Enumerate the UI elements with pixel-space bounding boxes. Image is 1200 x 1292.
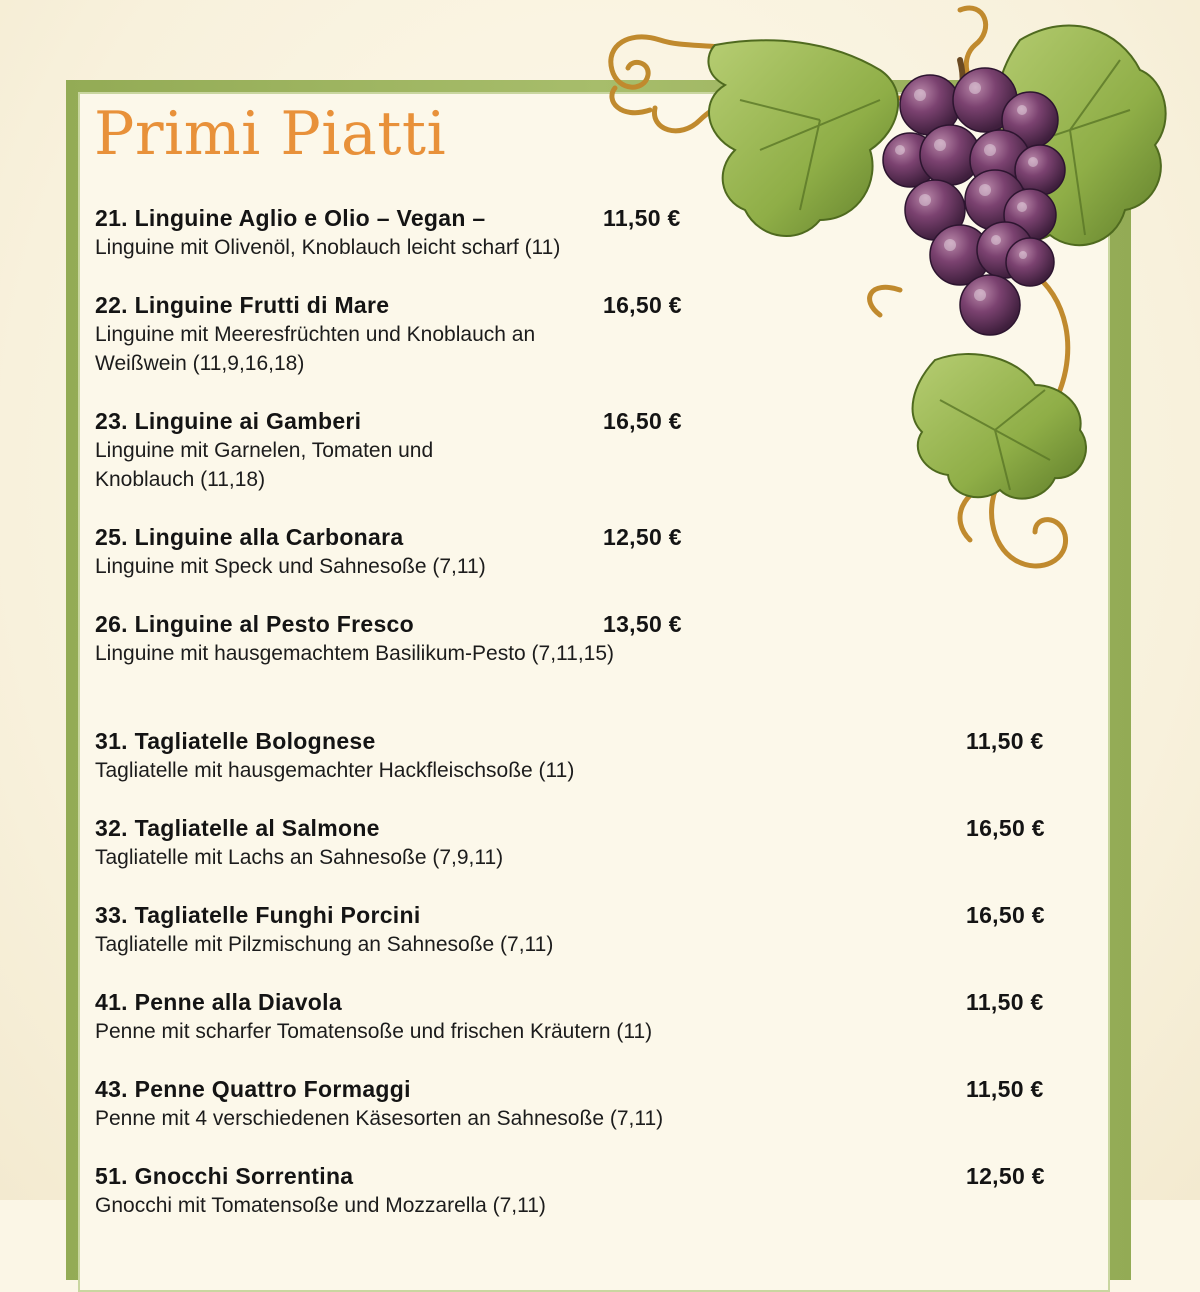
menu-item-description: Linguine mit Garnelen, Tomaten und Knoblauch (11,18) [95, 439, 434, 491]
menu-item-name: 31. Tagliatelle Bolognese [95, 728, 376, 754]
menu-item-price: 11,50 € [603, 205, 681, 231]
menu-item-description: Gnocchi mit Tomatensoße und Mozzarella (7,11) [95, 1194, 546, 1217]
menu-item-price: 11,50 € [966, 1076, 1044, 1102]
menu-item-price: 13,50 € [603, 611, 682, 637]
menu-item-description: Linguine mit Olivenöl, Knoblauch leicht scharf (11) [95, 236, 561, 259]
menu-item-price: 11,50 € [966, 989, 1044, 1015]
menu-item-price: 16,50 € [603, 292, 682, 318]
menu-item-price: 16,50 € [603, 408, 682, 434]
menu-item-description: Tagliatelle mit hausgemachter Hackfleischsoße (11) [95, 759, 575, 782]
menu-item-price: 16,50 € [966, 815, 1045, 841]
menu-item-description: Linguine mit hausgemachtem Basilikum-Pesto (7,11,15) [95, 642, 615, 665]
menu-item-name: 43. Penne Quattro Formaggi [95, 1076, 411, 1102]
menu-item-name: 23. Linguine ai Gamberi [95, 408, 362, 434]
menu-item-name: 33. Tagliatelle Funghi Porcini [95, 902, 421, 928]
menu-item-description: Tagliatelle mit Lachs an Sahnesoße (7,9,11) [95, 846, 504, 869]
menu-item-name: 51. Gnocchi Sorrentina [95, 1163, 354, 1189]
menu-item-name: 25. Linguine alla Carbonara [95, 524, 404, 550]
menu-item-price: 11,50 € [966, 728, 1044, 754]
menu-item-name: 32. Tagliatelle al Salmone [95, 815, 380, 841]
menu-item-name: 22. Linguine Frutti di Mare [95, 292, 390, 318]
menu-item-price: 16,50 € [966, 902, 1045, 928]
menu-item-description: Linguine mit Speck und Sahnesoße (7,11) [95, 555, 486, 578]
menu-item-name: 26. Linguine al Pesto Fresco [95, 611, 414, 637]
menu-item-description: Penne mit scharfer Tomatensoße und frischen Kräutern (11) [95, 1020, 653, 1043]
grape-icon [883, 68, 1065, 335]
menu-item-description: Linguine mit Meeresfrüchten und Knoblauch an Weißwein (11,9,16,18) [95, 323, 536, 375]
menu-item-price: 12,50 € [603, 524, 682, 550]
menu-item-description: Tagliatelle mit Pilzmischung an Sahnesoße (7,11) [95, 933, 554, 956]
grape-vine-icon [590, 0, 1200, 600]
menu-item-name: 21. Linguine Aglio e Olio – Vegan – [95, 205, 486, 231]
page-title: Primi Piatti [94, 99, 447, 169]
menu-item-price: 12,50 € [966, 1163, 1045, 1189]
menu-item-name: 41. Penne alla Diavola [95, 989, 342, 1015]
menu-item-description: Penne mit 4 verschiedenen Käsesorten an Sahnesoße (7,11) [95, 1107, 664, 1130]
